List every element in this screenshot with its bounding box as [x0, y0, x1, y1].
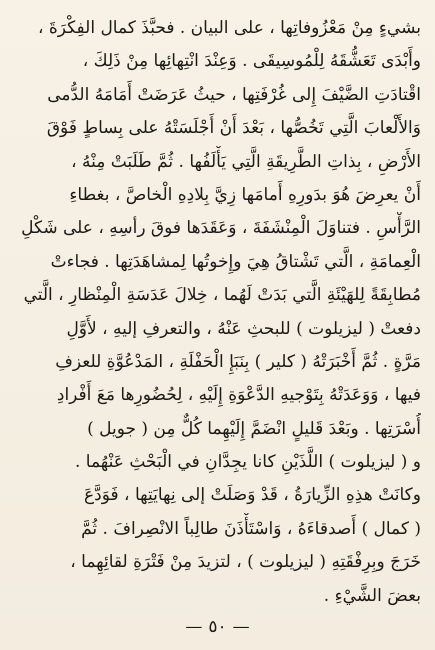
text-line: الأَرْضِ ، بِذاتِ الطَّرِيقَةِ الَّتِي يَأْلَفُها . ثُمَّ طَلَبَتْ مِنْهُ ، [71, 151, 421, 172]
text-line: دفعتْ ( ليزيلوت ) للبحثِ عَنْهُ ، والتعرفِ إليهِ ، لأَوَّلِ [66, 318, 421, 339]
text-line: بعضَ الشَّيْءِ . [323, 585, 421, 606]
page-number-dash-right: — [185, 617, 203, 637]
text-line: أُسْرَتِها . وبَعْدَ قَليلٍ انْضَمَّ إِلَيْهِما كُلٌّ مِن ( جويل ) [87, 418, 421, 439]
text-line: الْعِمامَةِ ، الَّتي تَشْتاقُ هِيَ وإِخوتُها لِمشاهَدَتِها . فجاءتْ [50, 251, 421, 272]
text-line: و ( ليزيلوت ) اللَّذَيْنِ كانا يجِدَّانِ في الْبَحْثِ عَنْهُما . [74, 452, 421, 473]
page-number-dash-left: — [232, 617, 250, 637]
text-line: وكانَتْ هذِهِ الزِّيارَةُ ، قَدْ وَصَلَتْ إلى نِهايَتِها ، فَوَدَّعَ [84, 485, 421, 506]
text-line: أَنْ يعرِضَ هُوَ بدَورِهِ أَمامَها زِيَّ بِلادِهِ الْخاصَّ ، بغطاءِ [69, 184, 421, 205]
page-number: ٥٠ [208, 617, 227, 637]
text-line: بشيءٍ مِنْ مَعْزُوفاتِها ، على البيان . فحبَّذَ كمال الفِكْرَةَ ، [37, 18, 421, 38]
text-line: اقْتادَتِ الضَّيْفَ إِلى غُرْفَتِها ، حيثُ عَرَضَتْ أَمَامَهُ الدُّمى [47, 84, 421, 105]
text-line: ( كمال ) أَصدقاءَهُ ، وَاسْتَأْذَنَ طالِباً الانْصِرافَ . ثُمَّ [81, 518, 421, 539]
text-line: الرَّأْسِ . فتناوَلَ الْمِنْشَفَةَ ، وَعَقَدَها فوقَ رأسِهِ ، على شَكْلِ [21, 218, 421, 239]
text-line: وأَبْدَى تَعَشُّقَهُ لِلْمُوسِيقَى . وَعِنْدَ انْتِهائِها مِنْ ذَلِكَ ، [82, 51, 421, 72]
text-line: مُطابِقَةً لِلهَيْئَةِ الَّتي بَدَتْ لَهُما ، خِلالَ عَدَسَةِ الْمِنْظارِ ، الَّتي [23, 285, 421, 306]
text-line: خَرَجَ وبِرِفْقَتِهِ ( ليزيلوت ) ، لتزيدَ مِنْ فَتْرَةِ لقائِهِما ، [70, 552, 421, 573]
text-line: وَالأَلْعابَ الَّتِي تَخُصُّها ، بَعْدَ أَنْ أَجْلَسَتْهُ على بِساطٍ فَوْقَ [46, 118, 421, 139]
text-line: مَرَّةٍ . ثُمَّ أَخْبَرَتْهُ ( كلير ) بِنَبَإِ الْحَفْلَةِ ، المَدْعُوَّةِ للعزفِ [55, 351, 421, 372]
text-line: فيها ، وَوَعَدَتْهُ بِتَوْجيهِ الدَّعْوَةِ إِلَيْهِ ، لِحُضُورِها مَعَ أَفْرادِ [56, 385, 421, 406]
page-footer [0, 612, 435, 642]
body-text [14, 12, 421, 613]
